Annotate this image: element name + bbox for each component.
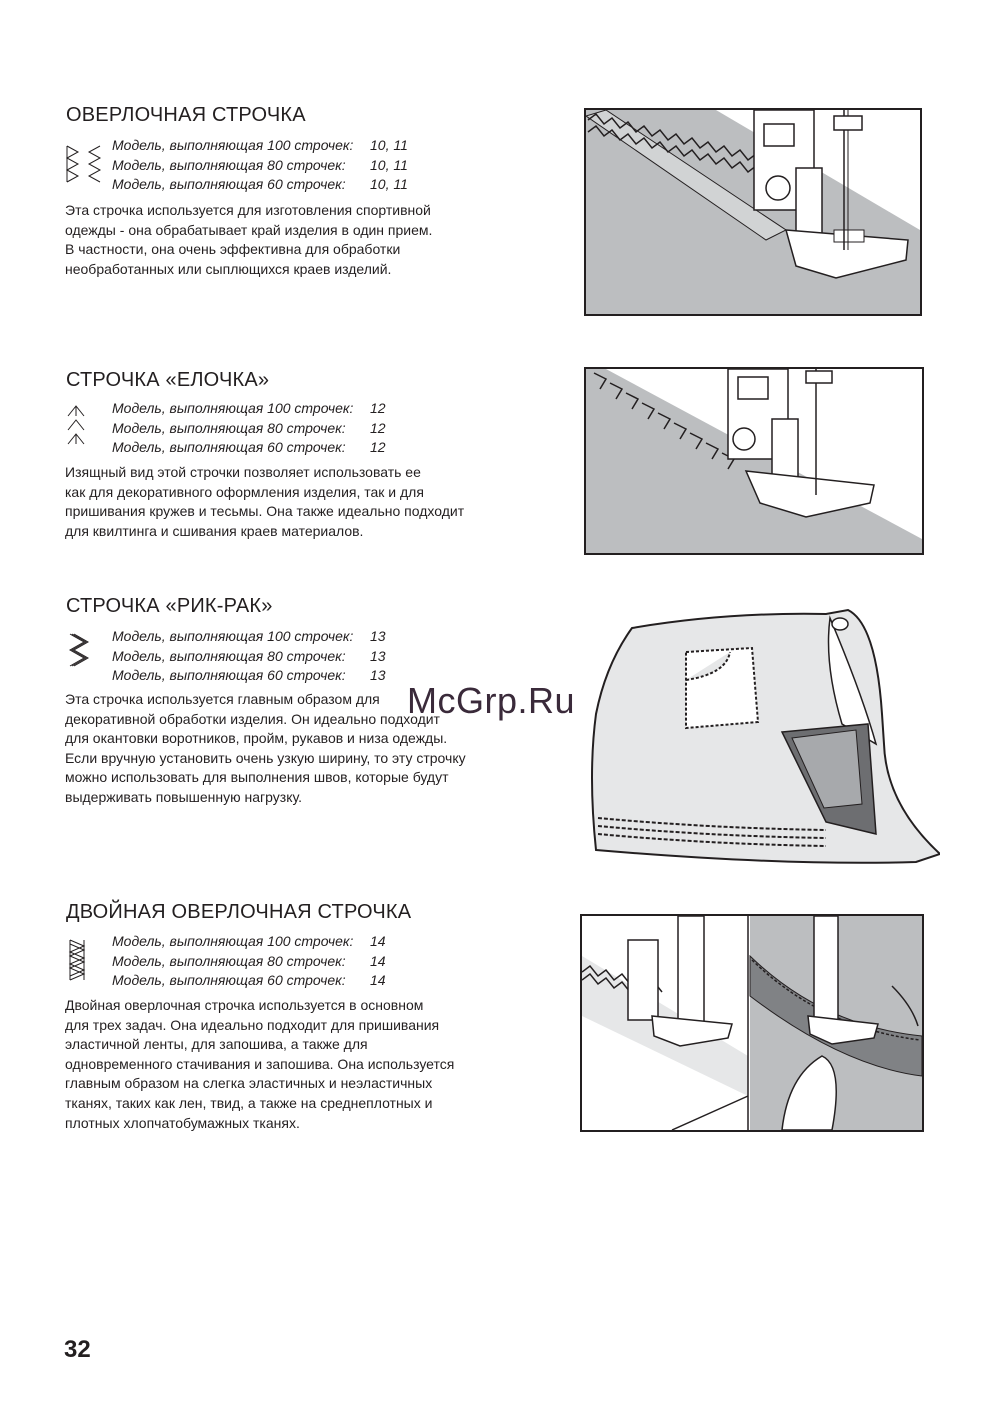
model-row: Модель, выполняющая 100 строчек: 13	[112, 628, 386, 644]
page-number: 32	[64, 1336, 91, 1363]
model-row: Модель, выполняющая 80 строчек: 12	[112, 419, 386, 436]
model-list	[112, 932, 386, 991]
section-title: СТРОЧКА «РИК-РАК»	[66, 595, 273, 617]
double-overlock-elastic-illustration	[580, 914, 924, 1132]
section-title: СТРОЧКА «ЕЛОЧКА»	[66, 369, 270, 391]
model-row: Модель, выполняющая 80 строчек: 10, 11	[112, 156, 408, 173]
model-row: Модель, выполняющая 60 строчек: 14	[112, 972, 386, 989]
section-description: Изящный вид этой строчки позволяет использовать ее как для декоративного оформления изделия, так и для пришивания кружев и тесьмы. Она также идеально подходит для квилтинга и сшивания краев материалов.	[65, 464, 465, 539]
model-row: Модель, выполняющая 80 строчек: 14	[112, 952, 386, 969]
section-title: ОВЕРЛОЧНАЯ СТРОЧКА	[66, 104, 306, 126]
model-row: Модель, выполняющая 100 строчек: 12	[112, 400, 386, 416]
model-row: Модель, выполняющая 100 строчек: 14	[112, 933, 386, 949]
double-overlock-stitch-icon	[64, 936, 104, 992]
model-row: Модель, выполняющая 60 строчек: 12	[112, 439, 386, 456]
section-description: Двойная оверлочная строчка используется в основном для трех задач. Она идеально подходит для пришивания эластичной ленты, для запошива, а также для одновременного стачивания и запошива. Она используется главным образом на слегка эластичных и неэластичных тканях, таких как лен, твид, а также на среднеплотных и плотных хлопчатобумажных тканях.	[65, 997, 455, 1131]
garment-rick-rack-illustration	[586, 604, 940, 866]
watermark: McGrp.Ru	[407, 680, 576, 721]
model-list	[112, 627, 386, 686]
model-row: Модель, выполняющая 60 строчек: 13	[112, 667, 386, 684]
model-row: Модель, выполняющая 80 строчек: 13	[112, 647, 386, 664]
overlock-stitch-icon	[64, 142, 104, 198]
section-description: Эта строчка используется для изготовления спортивной одежды - она обрабатывает край изделия в один прием. В частности, она очень эффективна для обработки необработанных или сыплющихся краев изделий.	[65, 202, 433, 277]
section-title: ДВОЙНАЯ ОВЕРЛОЧНАЯ СТРОЧКА	[66, 901, 412, 923]
model-list	[112, 136, 408, 195]
presser-foot-overlock-illustration	[584, 108, 922, 316]
feather-stitch-icon	[64, 402, 104, 458]
rick-rack-stitch-icon	[64, 630, 104, 686]
model-row: Модель, выполняющая 100 строчек: 10, 11	[112, 137, 408, 153]
model-list	[112, 399, 386, 458]
presser-foot-feather-illustration	[584, 367, 924, 555]
section-description: Эта строчка используется главным образом для декоративной обработки изделия. Он идеально подходит для окантовки воротников, пройм, рукавов и низа одежды. Если вручную установить очень узкую ширину, то эту строчку можно использовать для выполнения швов, которые будут выдерживать повышенную нагрузку.	[65, 691, 466, 805]
model-row: Модель, выполняющая 60 строчек: 10, 11	[112, 176, 408, 193]
